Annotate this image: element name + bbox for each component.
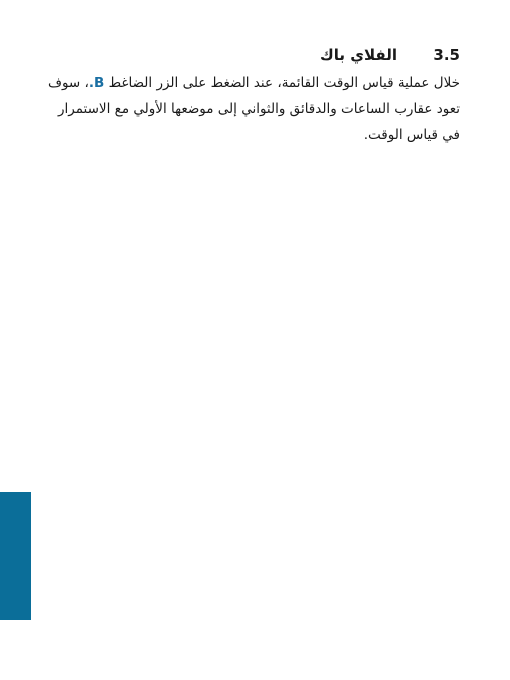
button-b-reference: .B [88, 75, 105, 91]
section-heading [40, 44, 460, 66]
paragraph-text-end: ، سوف تعود عقارب الساعات والدقائق والثواني إلى موضعها الأولي مع الاستمرار في قياس الوقت. [47, 75, 460, 143]
section-number: 3.5 [433, 46, 460, 64]
section-title: الفلاي باك [320, 46, 397, 64]
chapter-side-tab [0, 492, 31, 620]
section-paragraph [40, 70, 460, 148]
manual-section [40, 44, 460, 148]
paragraph-text-start: خلال عملية قياس الوقت القائمة، عند الضغط على الزر الضاغط [104, 75, 460, 91]
